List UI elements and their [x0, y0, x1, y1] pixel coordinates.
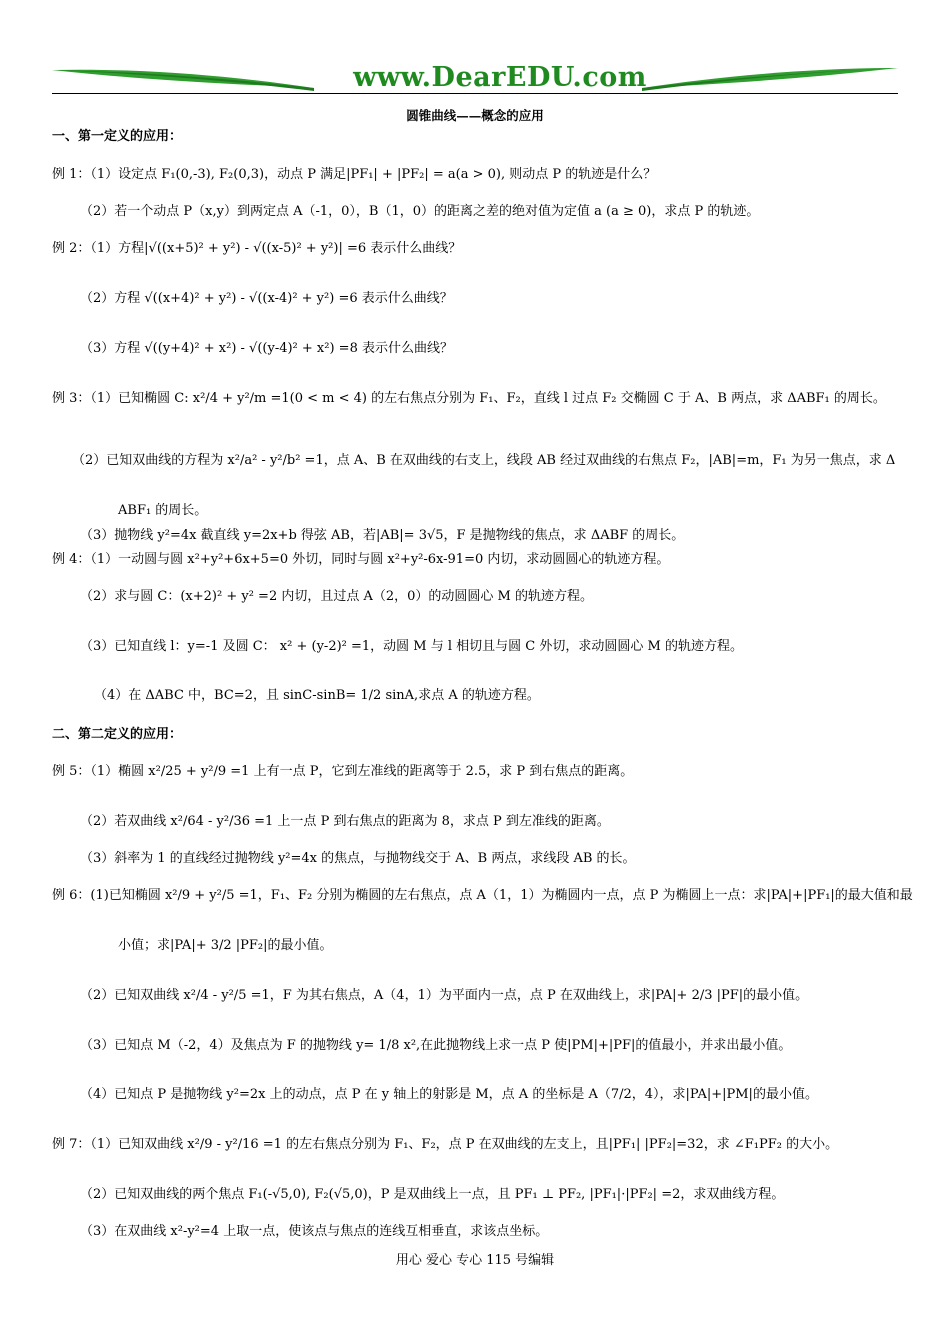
example-4-part-4: （4）在 ΔABC 中，BC=2，且 sinC-sinB= 1/2 sinA,求点 A 的轨迹方程。: [94, 688, 540, 703]
site-logo: www.DearEDU.com: [353, 62, 647, 93]
example-6-part-3: （3）已知点 M（-2，4）及焦点为 F 的抛物线 y= 1/8 x²,在此抛物线上求一点 P 使|PM|+|PF|的值最小，并求出最小值。: [80, 1038, 792, 1053]
example-1-part-1: 例 1：（1）设定点 F₁(0,-3), F₂(0,3)，动点 P 满足|PF₁| + |PF₂| = a(a > 0), 则动点 P 的轨迹是什么？: [52, 167, 657, 182]
example-2-part-1: 例 2：（1）方程|√((x+5)² + y²) - √((x-5)² + y²)| =6 表示什么曲线？: [52, 241, 462, 256]
example-4-part-1: 例 4：（1）一动圆与圆 x²+y²+6x+5=0 外切，同时与圆 x²+y²-6x-91=0 内切，求动圆圆心的轨迹方程。: [52, 552, 670, 567]
example-3-part-2-cont: ABF₁ 的周长。: [118, 503, 208, 518]
section-heading-1: 一、第一定义的应用：: [52, 129, 183, 144]
example-3-part-3: （3）抛物线 y²=4x 截直线 y=2x+b 得弦 AB，若|AB|= 3√5，F 是抛物线的焦点，求 ΔABF 的周长。: [80, 528, 685, 543]
example-6-part-4: （4）已知点 P 是抛物线 y²=2x 上的动点，点 P 在 y 轴上的射影是 M，点 A 的坐标是 A（7/2，4），求|PA|+|PM|的最小值。: [80, 1087, 818, 1102]
example-5-part-2: （2）若双曲线 x²/64 - y²/36 =1 上一点 P 到右焦点的距离为 8，求点 P 到左准线的距离。: [80, 814, 610, 829]
example-2-part-2: （2）方程 √((x+4)² + y²) - √((x-4)² + y²) =6 表示什么曲线？: [80, 291, 453, 306]
example-7-part-2: （2）已知双曲线的两个焦点 F₁(-√5,0), F₂(√5,0)，P 是双曲线上一点，且 PF₁ ⊥ PF₂, |PF₁|·|PF₂| =2，求双曲线方程。: [80, 1187, 785, 1202]
example-7-part-1: 例 7：（1）已知双曲线 x²/9 - y²/16 =1 的左右焦点分别为 F₁、F₂，点 P 在双曲线的左支上，且|PF₁| |PF₂|=32，求 ∠F₁PF₂ 的大小。: [52, 1137, 839, 1152]
example-5-part-3: （3）斜率为 1 的直线经过抛物线 y²=4x 的焦点，与抛物线交于 A、B 两点，求线段 AB 的长。: [80, 851, 636, 866]
section-heading-2: 二、第二定义的应用：: [52, 727, 183, 742]
example-5-part-1: 例 5：（1）椭圆 x²/25 + y²/9 =1 上有一点 P，它到左准线的距离等于 2.5，求 P 到右焦点的距离。: [52, 764, 634, 779]
example-6-part-1-cont: 小值；求|PA|+ 3/2 |PF₂|的最小值。: [118, 938, 333, 953]
example-6-part-1: 例 6：(1)已知椭圆 x²/9 + y²/5 =1，F₁、F₂ 分别为椭圆的左右焦点，点 A（1，1）为椭圆内一点，点 P 为椭圆上一点：求|PA|+|PF₁|的最大值和最: [52, 888, 913, 903]
site-banner: [52, 58, 898, 102]
example-6-part-2: （2）已知双曲线 x²/4 - y²/5 =1，F 为其右焦点，A（4，1）为平面内一点，点 P 在双曲线上，求|PA|+ 2/3 |PF|的最小值。: [80, 988, 809, 1003]
page-title: 圆锥曲线——概念的应用: [406, 108, 544, 123]
header-rule: [52, 93, 898, 94]
example-4-part-3: （3）已知直线 l：y=-1 及圆 C： x² + (y-2)² =1，动圆 M 与 l 相切且与圆 C 外切，求动圆圆心 M 的轨迹方程。: [80, 639, 743, 654]
example-1-part-2: （2）若一个动点 P（x,y）到两定点 A（-1，0），B（1，0）的距离之差的绝对值为定值 a (a ≥ 0)，求点 P 的轨迹。: [80, 204, 760, 219]
example-7-part-3: （3）在双曲线 x²-y²=4 上取一点，使该点与焦点的连线互相垂直，求该点坐标。: [80, 1224, 549, 1239]
page-footer: 用心 爱心 专心 115 号编辑: [395, 1253, 555, 1268]
example-4-part-2: （2）求与圆 C：(x+2)² + y² =2 内切，且过点 A（2，0）的动圆圆心 M 的轨迹方程。: [80, 589, 593, 604]
example-2-part-3: （3）方程 √((y+4)² + x²) - √((y-4)² + x²) =8 表示什么曲线？: [80, 341, 453, 356]
example-3-part-1: 例 3：（1）已知椭圆 C: x²/4 + y²/m =1(0 < m < 4) 的左右焦点分别为 F₁、F₂，直线 l 过点 F₂ 交椭圆 C 于 A、B 两点，求 ΔABF₁ 的周长。: [52, 391, 886, 406]
example-3-part-2: （2）已知双曲线的方程为 x²/a² - y²/b² =1，点 A、B 在双曲线的右支上，线段 AB 经过双曲线的右焦点 F₂，|AB|=m，F₁ 为另一焦点，求 Δ: [72, 453, 896, 468]
